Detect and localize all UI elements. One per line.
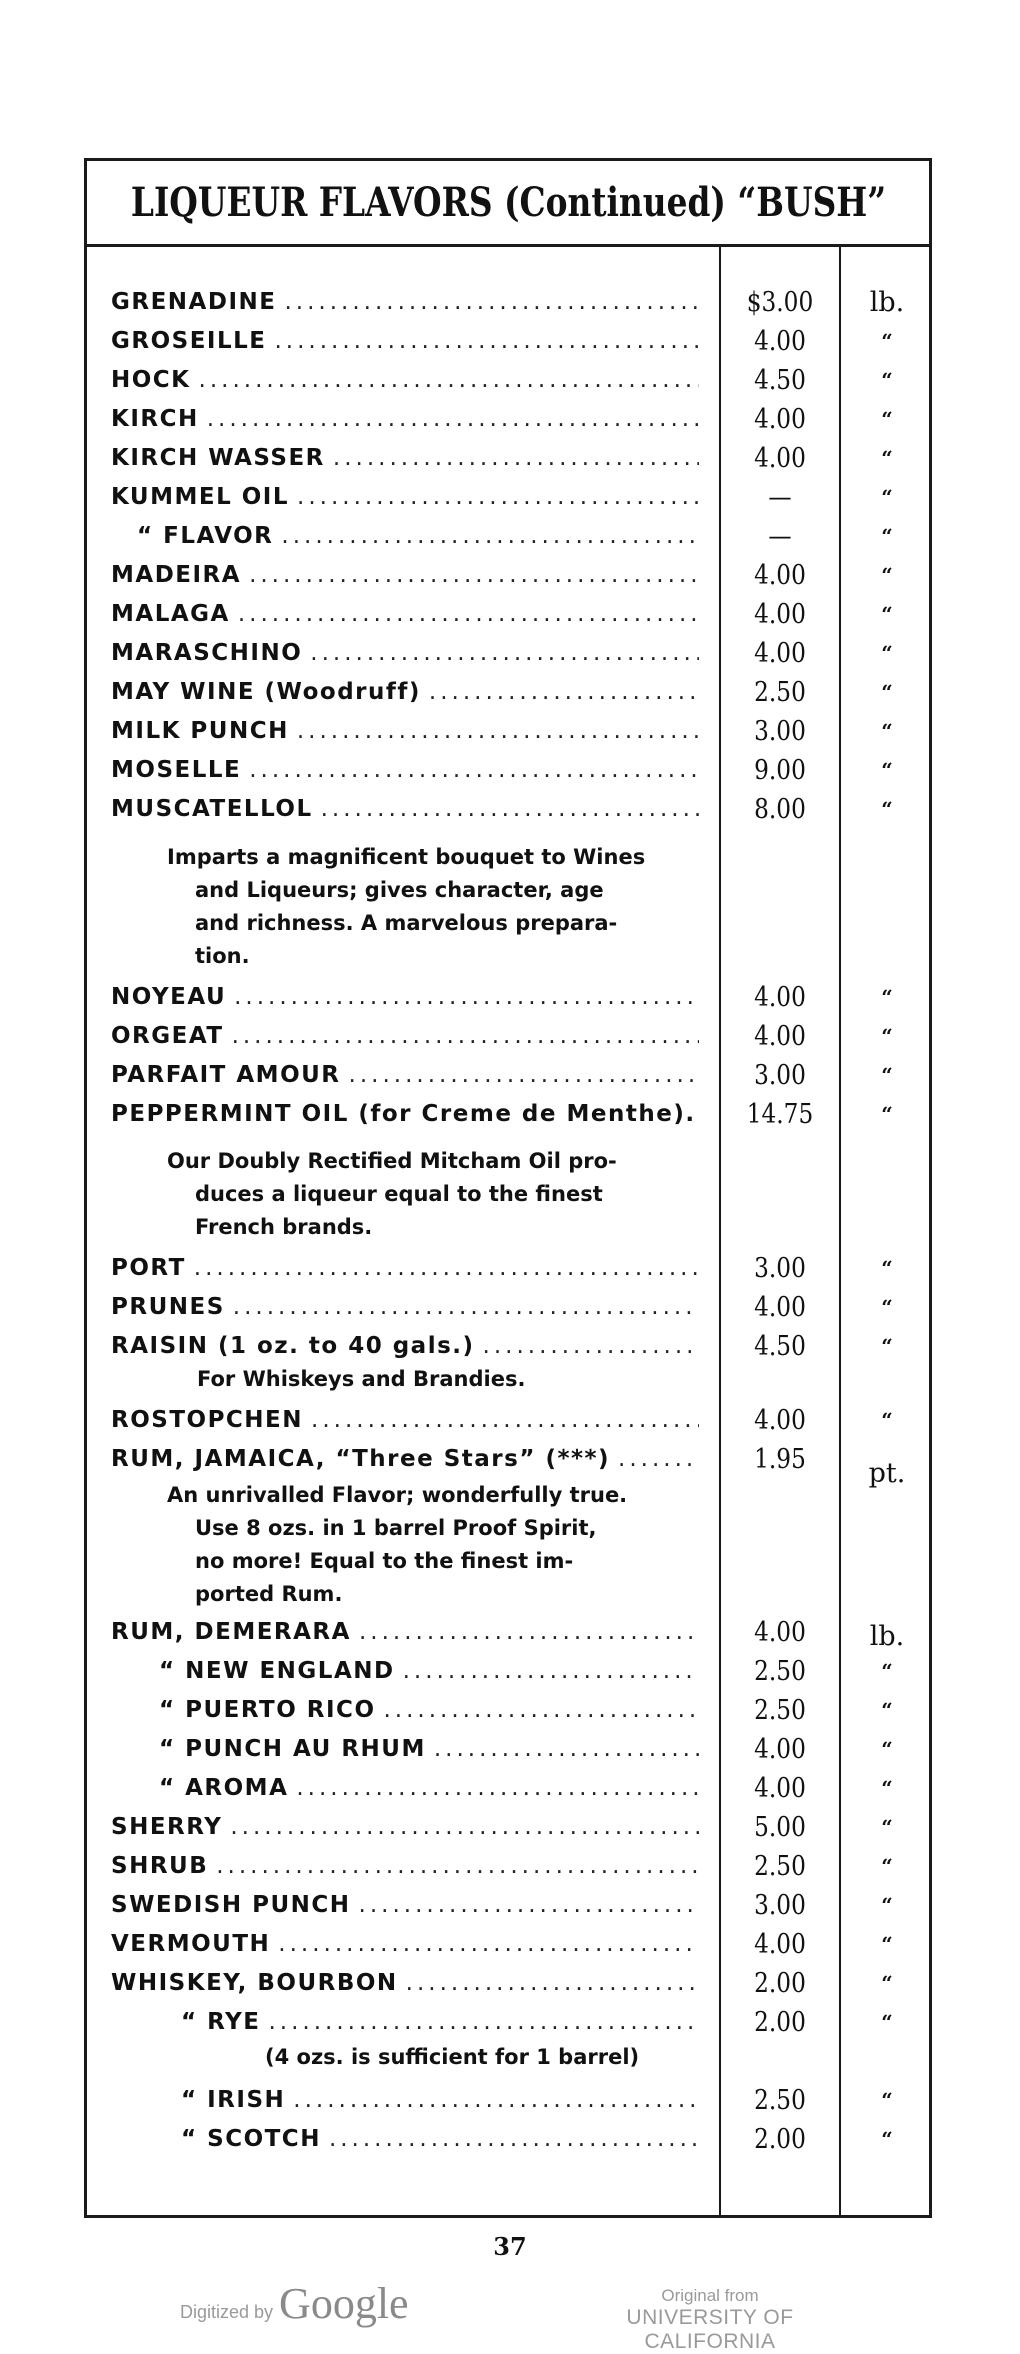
item-name: GRENADINE bbox=[111, 289, 277, 315]
unit-column-divider bbox=[839, 247, 841, 2215]
item-name: RUM, JAMAICA, “Three Stars” (***) bbox=[111, 1446, 611, 1472]
item-name: RUM, DEMERARA bbox=[111, 1619, 351, 1645]
item-name: MADEIRA bbox=[111, 562, 242, 588]
item-unit: “ bbox=[881, 1408, 893, 1432]
item-price: 2.00 bbox=[754, 2123, 806, 2155]
item-price: 4.50 bbox=[754, 364, 806, 396]
note-line: Use 8 ozs. in 1 barrel Proof Spirit, bbox=[195, 1516, 597, 1540]
item-price: 2.50 bbox=[754, 1694, 806, 1726]
item-unit: “ bbox=[881, 797, 893, 821]
item-price: 2.50 bbox=[754, 1850, 806, 1882]
item-unit: “ bbox=[881, 1971, 893, 1995]
item-name: KIRCH bbox=[111, 406, 199, 432]
item-price: 2.00 bbox=[754, 1967, 806, 1999]
item-name: “ AROMA bbox=[159, 1775, 289, 1801]
item-price: 4.00 bbox=[754, 1733, 806, 1765]
price-list-frame bbox=[84, 158, 932, 2218]
item-name: NOYEAU bbox=[111, 984, 227, 1010]
item-name: “ RYE bbox=[181, 2009, 261, 2035]
item-price: 4.00 bbox=[754, 1291, 806, 1323]
item-price: 2.50 bbox=[754, 1655, 806, 1687]
item-name: “ NEW ENGLAND bbox=[159, 1658, 395, 1684]
note-line: French brands. bbox=[195, 1215, 373, 1239]
item-unit: “ bbox=[881, 1698, 893, 1722]
item-name: PARFAIT AMOUR bbox=[111, 1062, 341, 1088]
item-name: PORT bbox=[111, 1255, 186, 1281]
item-name: RAISIN (1 oz. to 40 gals.) bbox=[111, 1333, 475, 1359]
item-unit: “ bbox=[881, 1256, 893, 1280]
item-name: SHERRY bbox=[111, 1814, 223, 1840]
item-price: 4.00 bbox=[754, 1616, 806, 1648]
item-name: KUMMEL OIL bbox=[111, 484, 290, 510]
item-price: — bbox=[768, 481, 792, 513]
page-number: 37 bbox=[493, 2232, 527, 2261]
item-price: 4.00 bbox=[754, 1772, 806, 1804]
note-line: An unrivalled Flavor; wonderfully true. bbox=[167, 1483, 628, 1507]
item-unit: “ bbox=[881, 407, 893, 431]
page-title: LIQUEUR FLAVORS (Continued) “BUSH” bbox=[130, 179, 886, 226]
item-unit: “ bbox=[881, 1854, 893, 1878]
item-unit: “ bbox=[881, 1932, 893, 1956]
item-name: KIRCH WASSER bbox=[111, 445, 325, 471]
original-from-mark bbox=[560, 2286, 860, 2354]
item-name: VERMOUTH bbox=[111, 1931, 271, 1957]
note-line: Our Doubly Rectified Mitcham Oil pro- bbox=[167, 1149, 617, 1173]
item-unit: “ bbox=[881, 1659, 893, 1683]
item-name: SHRUB bbox=[111, 1853, 209, 1879]
item-unit: “ bbox=[881, 446, 893, 470]
item-unit: “ bbox=[881, 680, 893, 704]
item-price: 4.00 bbox=[754, 981, 806, 1013]
digitized-by-mark bbox=[180, 2278, 409, 2329]
item-unit: “ bbox=[881, 1893, 893, 1917]
item-price: 4.00 bbox=[754, 637, 806, 669]
item-unit: “ bbox=[881, 1334, 893, 1358]
item-name: “ IRISH bbox=[181, 2087, 286, 2113]
item-price: — bbox=[768, 520, 792, 552]
item-price: 4.00 bbox=[754, 325, 806, 357]
note-line: Imparts a magnificent bouquet to Wines bbox=[167, 845, 646, 869]
item-unit: lb. bbox=[869, 286, 905, 318]
institution-name: UNIVERSITY OF CALIFORNIA bbox=[626, 2306, 794, 2353]
item-unit: “ bbox=[881, 1024, 893, 1048]
item-name: MILK PUNCH bbox=[111, 718, 289, 744]
item-price: 8.00 bbox=[754, 793, 806, 825]
item-unit: “ bbox=[881, 329, 893, 353]
item-name: ROSTOPCHEN bbox=[111, 1407, 304, 1433]
item-unit: “ bbox=[881, 563, 893, 587]
item-price: 1.95 bbox=[754, 1443, 806, 1475]
item-price: 3.00 bbox=[754, 1252, 806, 1284]
item-unit: “ bbox=[881, 985, 893, 1009]
item-unit: “ bbox=[881, 2127, 893, 2151]
item-unit: “ bbox=[881, 758, 893, 782]
item-unit: “ bbox=[881, 1737, 893, 1761]
item-unit: “ bbox=[881, 485, 893, 509]
google-logo: Google bbox=[279, 2279, 409, 2328]
item-price: 4.00 bbox=[754, 1928, 806, 1960]
item-name: WHISKEY, BOURBON bbox=[111, 1970, 398, 1996]
item-name: “ FLAVOR bbox=[137, 523, 274, 549]
item-price: 2.50 bbox=[754, 2084, 806, 2116]
item-unit: “ bbox=[881, 1815, 893, 1839]
item-unit: “ bbox=[881, 602, 893, 626]
item-name: “ SCOTCH bbox=[181, 2126, 321, 2152]
price-column-divider bbox=[719, 247, 721, 2215]
item-price: 3.00 bbox=[754, 1889, 806, 1921]
item-price: 9.00 bbox=[754, 754, 806, 786]
title-bar bbox=[87, 161, 929, 247]
item-price: 4.00 bbox=[754, 403, 806, 435]
item-name: MUSCATELLOL bbox=[111, 796, 313, 822]
note-line: tion. bbox=[195, 944, 250, 968]
digitized-by-label: Digitized by bbox=[180, 2302, 274, 2322]
item-name: HOCK bbox=[111, 367, 191, 393]
item-unit: “ bbox=[881, 1776, 893, 1800]
item-price: 3.00 bbox=[754, 1059, 806, 1091]
item-price: 4.00 bbox=[754, 598, 806, 630]
item-unit: “ bbox=[881, 524, 893, 548]
item-price: 4.00 bbox=[754, 1020, 806, 1052]
item-price: 2.00 bbox=[754, 2006, 806, 2038]
item-price: 3.00 bbox=[754, 715, 806, 747]
item-unit: “ bbox=[881, 1102, 893, 1126]
item-name: MOSELLE bbox=[111, 757, 242, 783]
item-unit: “ bbox=[881, 641, 893, 665]
item-name: ORGEAT bbox=[111, 1023, 224, 1049]
item-price: 4.00 bbox=[754, 442, 806, 474]
note-line: and richness. A marvelous prepara- bbox=[195, 911, 618, 935]
item-unit: “ bbox=[881, 368, 893, 392]
item-price: 4.50 bbox=[754, 1330, 806, 1362]
item-name: MAY WINE (Woodruff) bbox=[111, 679, 421, 705]
item-price: 14.75 bbox=[746, 1098, 814, 1130]
note-line: and Liqueurs; gives character, age bbox=[195, 878, 604, 902]
note-line: For Whiskeys and Brandies. bbox=[197, 1367, 526, 1391]
item-unit: “ bbox=[881, 719, 893, 743]
item-unit: lb. bbox=[869, 1620, 905, 1652]
item-price: 4.00 bbox=[754, 559, 806, 591]
item-name: SWEDISH PUNCH bbox=[111, 1892, 351, 1918]
item-name: “ PUNCH AU RHUM bbox=[159, 1736, 426, 1762]
item-name: PEPPERMINT OIL (for Creme de Menthe). bbox=[111, 1101, 696, 1127]
note-line: duces a liqueur equal to the finest bbox=[195, 1182, 603, 1206]
item-price: 5.00 bbox=[754, 1811, 806, 1843]
note-line: ported Rum. bbox=[195, 1582, 343, 1606]
item-unit: “ bbox=[881, 1063, 893, 1087]
item-name: PRUNES bbox=[111, 1294, 225, 1320]
original-from-label: Original from bbox=[661, 2286, 759, 2305]
item-unit: “ bbox=[881, 1295, 893, 1319]
item-price: $3.00 bbox=[746, 286, 814, 318]
item-name: “ PUERTO RICO bbox=[159, 1697, 376, 1723]
item-name: MARASCHINO bbox=[111, 640, 303, 666]
item-unit: “ bbox=[881, 2010, 893, 2034]
item-name: GROSEILLE bbox=[111, 328, 267, 354]
item-price: 4.00 bbox=[754, 1404, 806, 1436]
item-unit: pt. bbox=[868, 1457, 906, 1489]
item-name: MALAGA bbox=[111, 601, 230, 627]
note-line: (4 ozs. is sufficient for 1 barrel) bbox=[265, 2045, 640, 2069]
item-price: 2.50 bbox=[754, 676, 806, 708]
note-line: no more! Equal to the finest im- bbox=[195, 1549, 574, 1573]
item-unit: “ bbox=[881, 2088, 893, 2112]
